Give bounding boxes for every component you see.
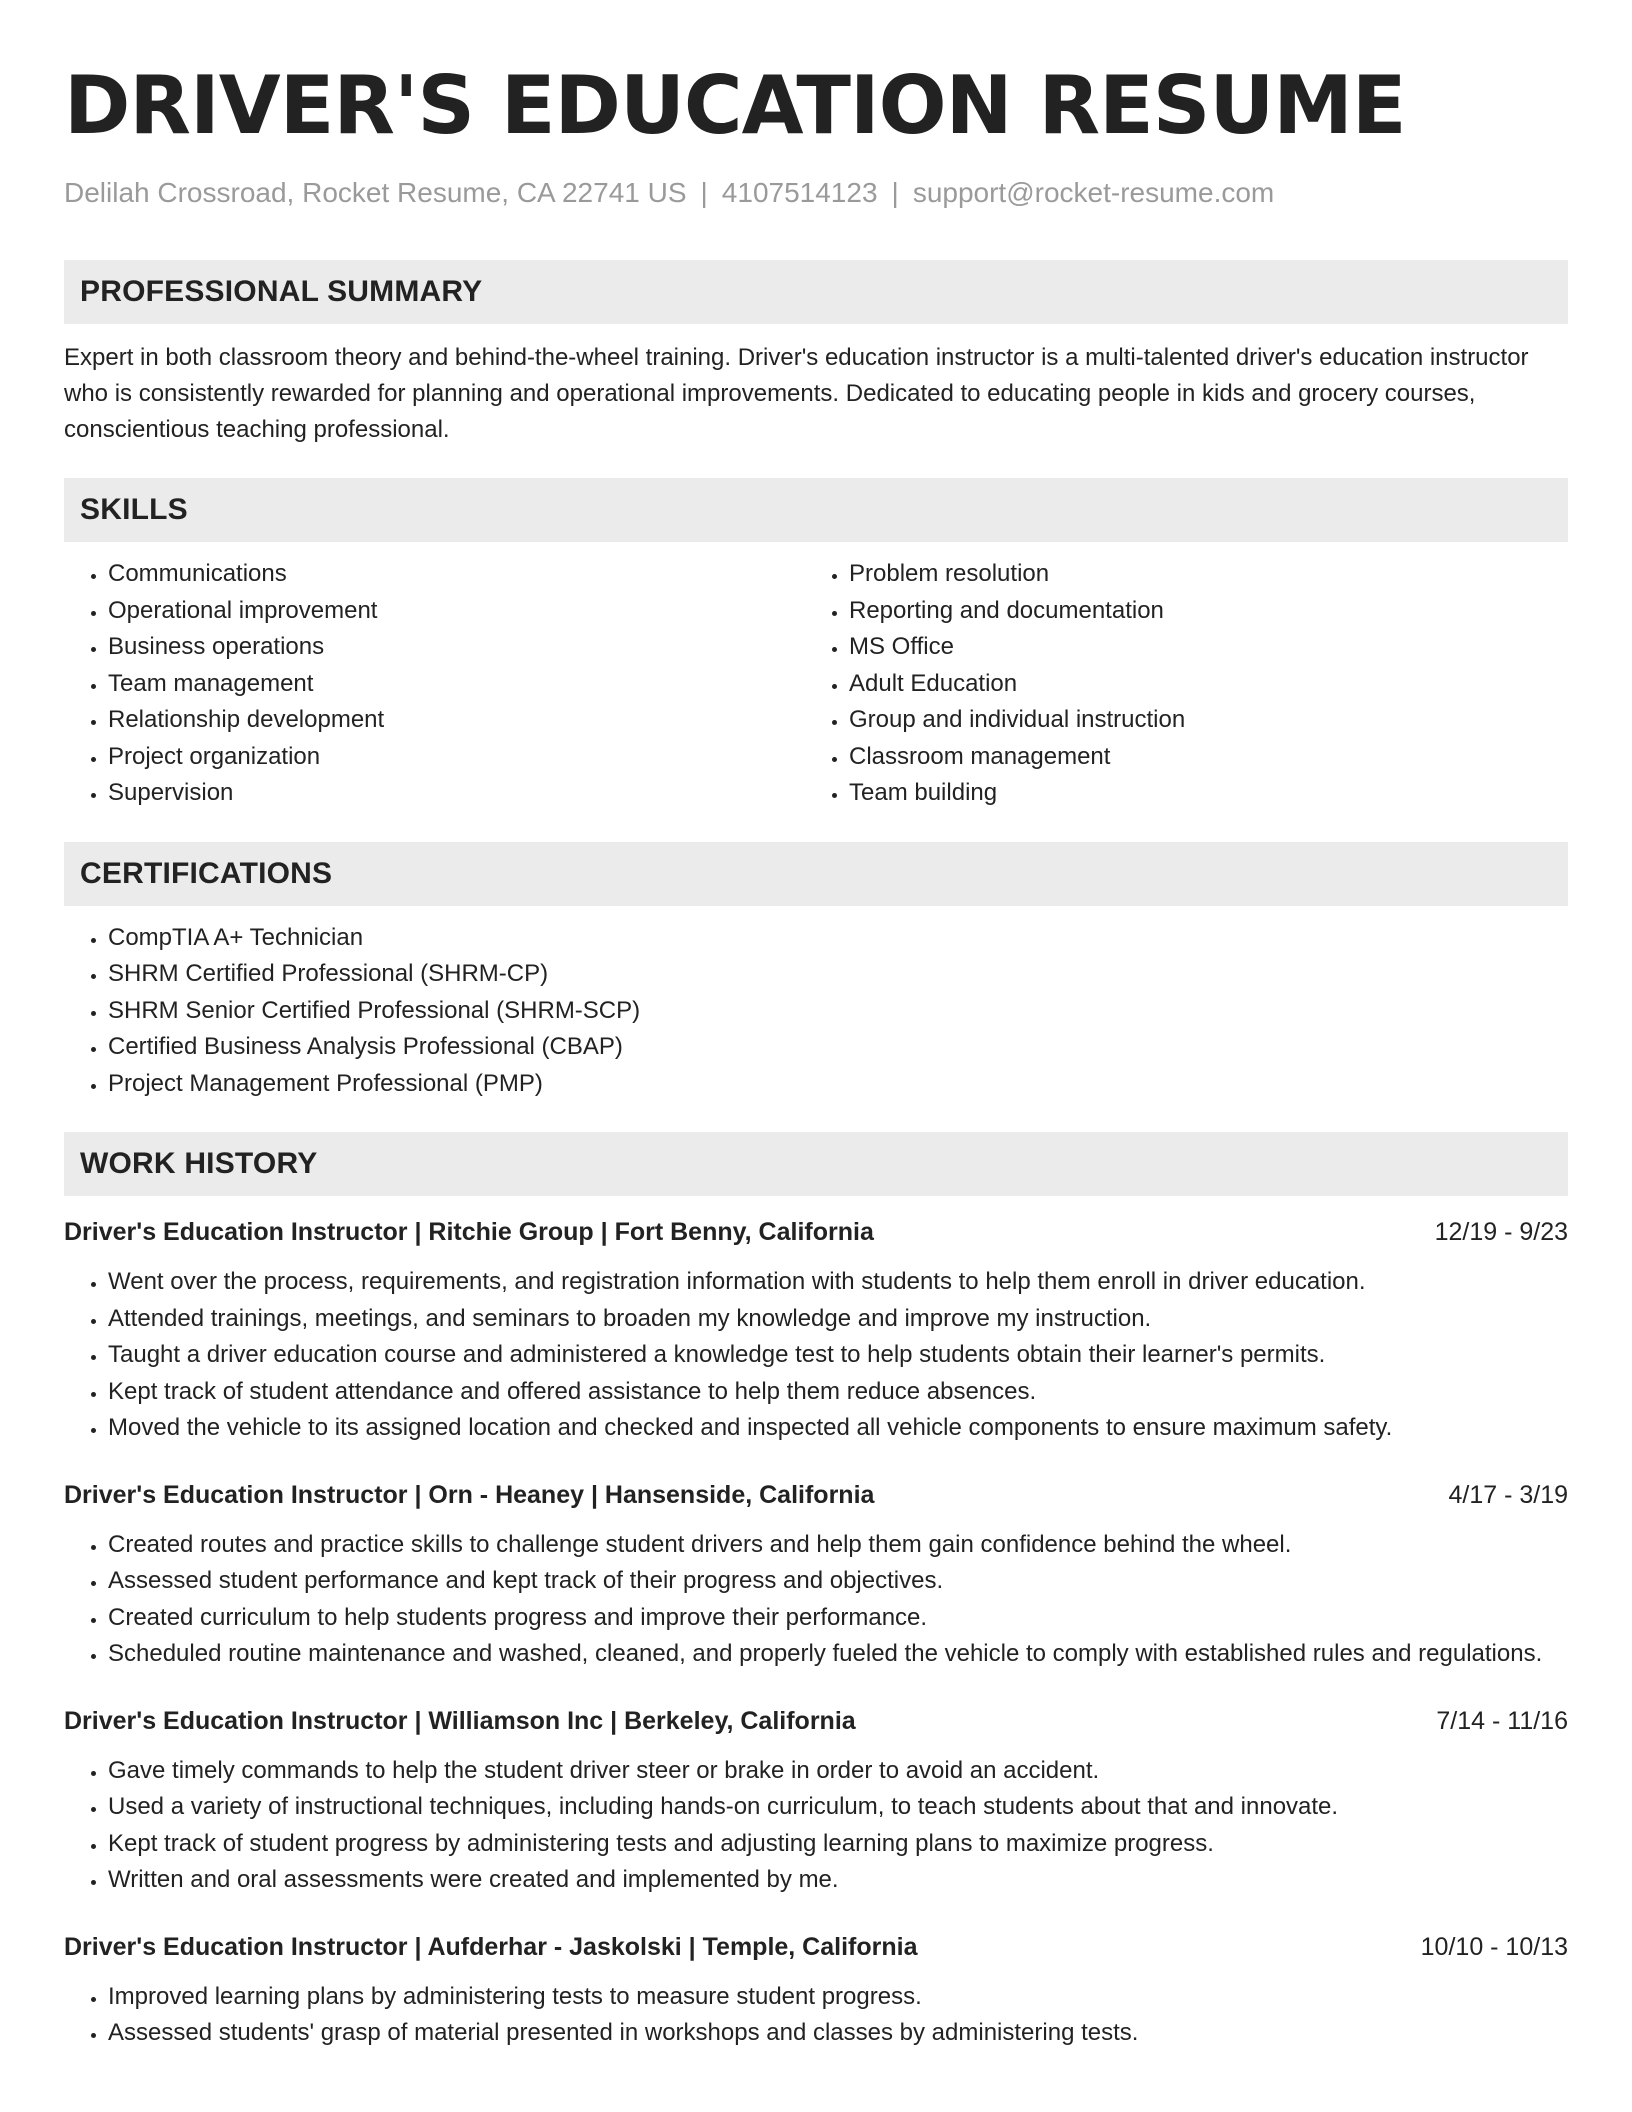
job-bullet: • Moved the vehicle to its assigned location and checked and inspected all vehicle components to ensure maximum safety. [108,1410,1568,1447]
certification-item: • Certified Business Analysis Professional (CBAP) [108,1029,1568,1066]
job-bullet: • Taught a driver education course and administered a knowledge test to help students obtain their learner's permits. [108,1337,1568,1374]
skills-left-column [64,556,805,812]
contact-address: Delilah Crossroad, Rocket Resume, CA 22741 US [64,177,687,208]
job-entry [64,1929,1568,2052]
job-bullet: • Attended trainings, meetings, and seminars to broaden my knowledge and improve my instruction. [108,1301,1568,1338]
skill-item: • Relationship development [108,702,805,739]
skill-item: • Supervision [108,775,805,812]
job-bullet: • Assessed student performance and kept track of their progress and objectives. [108,1563,1568,1600]
work-history-heading: WORK HISTORY [64,1132,1568,1196]
skill-item: • Business operations [108,629,805,666]
work-history-list [64,1214,1568,2052]
certifications-list [64,920,1568,1103]
certification-item: • SHRM Senior Certified Professional (SHRM-SCP) [108,993,1568,1030]
summary-heading: PROFESSIONAL SUMMARY [64,260,1568,324]
job-bullets [64,1527,1568,1673]
job-entry [64,1214,1568,1447]
skill-item: • Operational improvement [108,593,805,630]
skills-heading: SKILLS [64,478,1568,542]
skill-item: • Adult Education [849,666,1546,703]
job-dates: 4/17 - 3/19 [1448,1480,1568,1509]
skill-item: • Problem resolution [849,556,1546,593]
job-bullet: • Assessed students' grasp of material presented in workshops and classes by administering tests. [108,2015,1568,2052]
job-bullets [64,1753,1568,1899]
job-header [64,1929,1568,1965]
job-bullet: • Scheduled routine maintenance and washed, cleaned, and properly fueled the vehicle to comply with established rules and regulations. [108,1636,1568,1673]
job-title: Driver's Education Instructor | Aufderhar - Jaskolski | Temple, California [64,1932,918,1961]
contact-email: support@rocket-resume.com [912,177,1275,208]
job-bullet: • Gave timely commands to help the student driver steer or brake in order to avoid an accident. [108,1753,1568,1790]
job-header [64,1703,1568,1739]
job-bullet: • Went over the process, requirements, and registration information with students to help them enroll in driver education. [108,1264,1568,1301]
skill-item: • Group and individual instruction [849,702,1546,739]
job-bullet: • Used a variety of instructional techniques, including hands-on curriculum, to teach students about that and innovate. [108,1789,1568,1826]
job-bullet: • Created routes and practice skills to challenge student drivers and help them gain confidence behind the wheel. [108,1527,1568,1564]
skill-item: • Communications [108,556,805,593]
job-title: Driver's Education Instructor | Orn - Heaney | Hansenside, California [64,1480,875,1509]
certification-item: • SHRM Certified Professional (SHRM-CP) [108,956,1568,993]
skill-item: • Team management [108,666,805,703]
job-dates: 12/19 - 9/23 [1434,1218,1568,1246]
skill-item: • Reporting and documentation [849,593,1546,630]
contact-separator: | [700,177,708,208]
job-header [64,1477,1568,1513]
job-bullet: • Created curriculum to help students progress and improve their performance. [108,1600,1568,1637]
job-header [64,1214,1568,1250]
job-bullets [64,1264,1568,1447]
certifications-heading: CERTIFICATIONS [64,842,1568,906]
skill-item: • Project organization [108,739,805,776]
job-bullet: • Written and oral assessments were created and implemented by me. [108,1862,1568,1899]
contact-line [64,176,1568,210]
job-bullet: • Kept track of student attendance and offered assistance to help them reduce absences. [108,1374,1568,1411]
job-bullets [64,1979,1568,2052]
certification-item: • Project Management Professional (PMP) [108,1066,1568,1103]
certification-item: • CompTIA A+ Technician [108,920,1568,957]
job-entry [64,1703,1568,1899]
skill-item: • MS Office [849,629,1546,666]
job-title: Driver's Education Instructor | Ritchie Group | Fort Benny, California [64,1218,874,1246]
job-entry [64,1477,1568,1673]
job-dates: 7/14 - 11/16 [1436,1706,1568,1735]
job-dates: 10/10 - 10/13 [1420,1932,1568,1961]
job-bullet: • Kept track of student progress by administering tests and adjusting learning plans to maximize progress. [108,1826,1568,1863]
skills-list [64,556,1568,812]
contact-phone: 4107514123 [721,177,878,208]
skill-item: • Classroom management [849,739,1546,776]
job-title: Driver's Education Instructor | Williamson Inc | Berkeley, California [64,1706,856,1735]
skill-item: • Team building [849,775,1546,812]
contact-separator: | [891,177,899,208]
skills-right-column [805,556,1546,812]
summary-text: Expert in both classroom theory and behind-the-wheel training. Driver's education instructor is a multi-talented driver's education instructor who is consistently rewarded for planning and operational improvements. Dedicated to educating people in kids and grocery courses, conscientious teaching professional. [64,344,1529,443]
resume-title: DRIVER'S EDUCATION RESUME [64,59,1406,152]
job-bullet: • Improved learning plans by administering tests to measure student progress. [108,1979,1568,2016]
